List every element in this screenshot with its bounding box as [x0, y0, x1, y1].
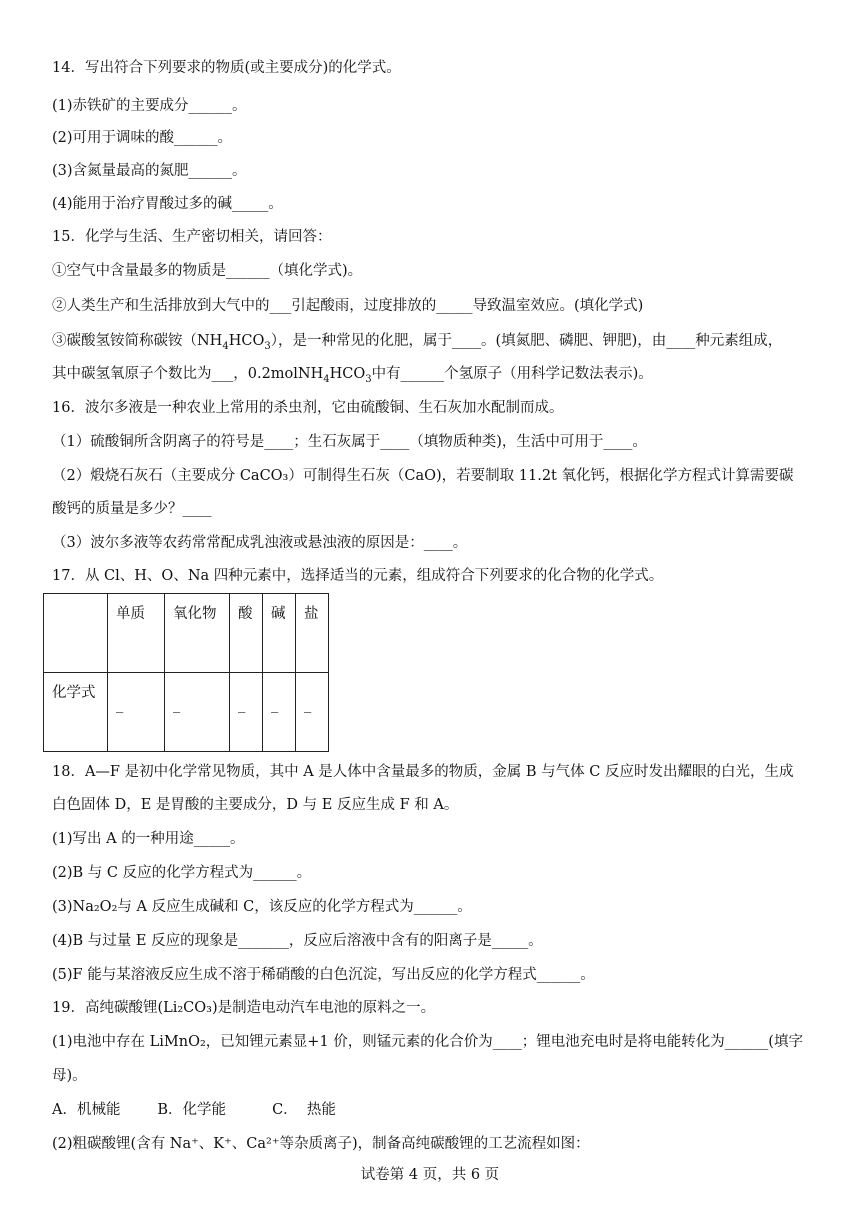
q14-title: 14．写出符合下列要求的物质(或主要成分)的化学式。: [52, 60, 401, 76]
q16-title: 16．波尔多液是一种农业上常用的杀虫剂，它由硫酸铜、生石灰加水配制而成。: [52, 400, 564, 416]
q15-part-3: ③碳酸氢铵简称碳铵$(NH_4HCO_3)$，是一种常见的化肥，属于____。(填氮肥、磷肥、钾肥)，由____种元素组成，: [52, 333, 783, 352]
q18-item-1: (1)写出 A 的一种用途_____。: [52, 831, 245, 847]
q15-title: 15．化学与生活、生产密切相关，请回答：: [52, 229, 332, 245]
q16-part-1: （1）硫酸铜所含阴离子的符号是____；生石灰属于____（填物质种类)，生活中可用于____。: [52, 434, 647, 450]
q19-title: 19．高纯碳酸锂(Li₂CO₃)是制造电动汽车电池的原料之一。: [52, 1000, 436, 1016]
table-header-empty: [44, 594, 108, 673]
q14-item-3: (3)含氮量最高的氮肥______。: [52, 163, 247, 179]
q14-item-1: (1)赤铁矿的主要成分______。: [52, 98, 247, 114]
q16-part-2: （2）煅烧石灰石（主要成分 CaCO₃）可制得生石灰（CaO)，若要制取 11.2t 氧化钙，根据化学方程式计算需要碳: [52, 468, 794, 484]
table-cell-blank: _: [165, 673, 230, 752]
q18-title-1: 18．A—F 是初中化学常见物质，其中 A 是人体中含量最多的物质，金属 B 与气体 C 反应时发出耀眼的白光，生成: [52, 764, 794, 780]
q19-part-2: (2)粗碳酸锂(含有 Na⁺、K⁺、Ca²⁺等杂质离子)，制备高纯碳酸锂的工艺流程如图：: [52, 1136, 590, 1152]
table-header-salt: 盐: [296, 594, 329, 673]
table-header-oxide: 氧化物: [165, 594, 230, 673]
q18-title-2: 白色固体 D，E 是胃酸的主要成分，D 与 E 反应生成 F 和 A。: [52, 797, 459, 813]
q14-item-4: (4)能用于治疗胃酸过多的碱_____。: [52, 196, 283, 212]
page-footer: 试卷第 4 页，共 6 页: [360, 1167, 500, 1183]
q16-part-3: 酸钙的质量是多少？____: [52, 501, 212, 517]
table-header-base: 碱: [263, 594, 296, 673]
table-cell-blank: _: [108, 673, 165, 752]
q15-part-2: ②人类生产和生活排放到大气中的___引起酸雨，过度排放的_____导致温室效应。(填化学式): [52, 298, 644, 314]
q16-part-4: （3）波尔多液等农药常常配成乳浊液或悬浊液的原因是：____。: [52, 535, 468, 551]
formula-table: [43, 593, 329, 752]
q15-part-1: ①空气中含量最多的物质是______（填化学式)。: [52, 263, 363, 279]
q14-item-2: (2)可用于调味的酸______。: [52, 130, 233, 146]
table-cell-blank: _: [296, 673, 329, 752]
table-row: [44, 673, 329, 752]
table-cell-blank: _: [230, 673, 263, 752]
table-row-label: 化学式: [44, 673, 108, 752]
q19-part-1-cont: 母)。: [52, 1068, 87, 1084]
q18-item-3: (3)Na₂O₂与 A 反应生成碱和 C，该反应的化学方程式为______。: [52, 899, 472, 915]
q18-item-4: (4)B 与过量 E 反应的现象是_______，反应后溶液中含有的阳离子是_____。: [52, 933, 543, 949]
q17-title: 17．从 Cl、H、O、Na 四种元素中，选择适当的元素，组成符合下列要求的化合物的化学式。: [52, 568, 664, 584]
table-header-acid: 酸: [230, 594, 263, 673]
q18-item-2: (2)B 与 C 反应的化学方程式为______。: [52, 865, 312, 881]
q19-part-1: (1)电池中存在 LiMnO₂，已知锂元素显+1 价，则锰元素的化合价为____；锂电池充电时是将电能转化为______(填字: [52, 1034, 803, 1050]
table-header-row: [44, 594, 329, 673]
q18-item-5: (5)F 能与某溶液反应生成不溶于稀硝酸的白色沉淀，写出反应的化学方程式______。: [52, 967, 595, 983]
q19-options: A．机械能 B．化学能 C． 热能: [52, 1102, 336, 1118]
q15-part-4: 其中碳氢氧原子个数比为___，$0.2molNH_4HCO_3$中有______个氢原子（用科学记数法表示)。: [52, 366, 653, 385]
table-cell-blank: _: [263, 673, 296, 752]
table-header-element: 单质: [108, 594, 165, 673]
